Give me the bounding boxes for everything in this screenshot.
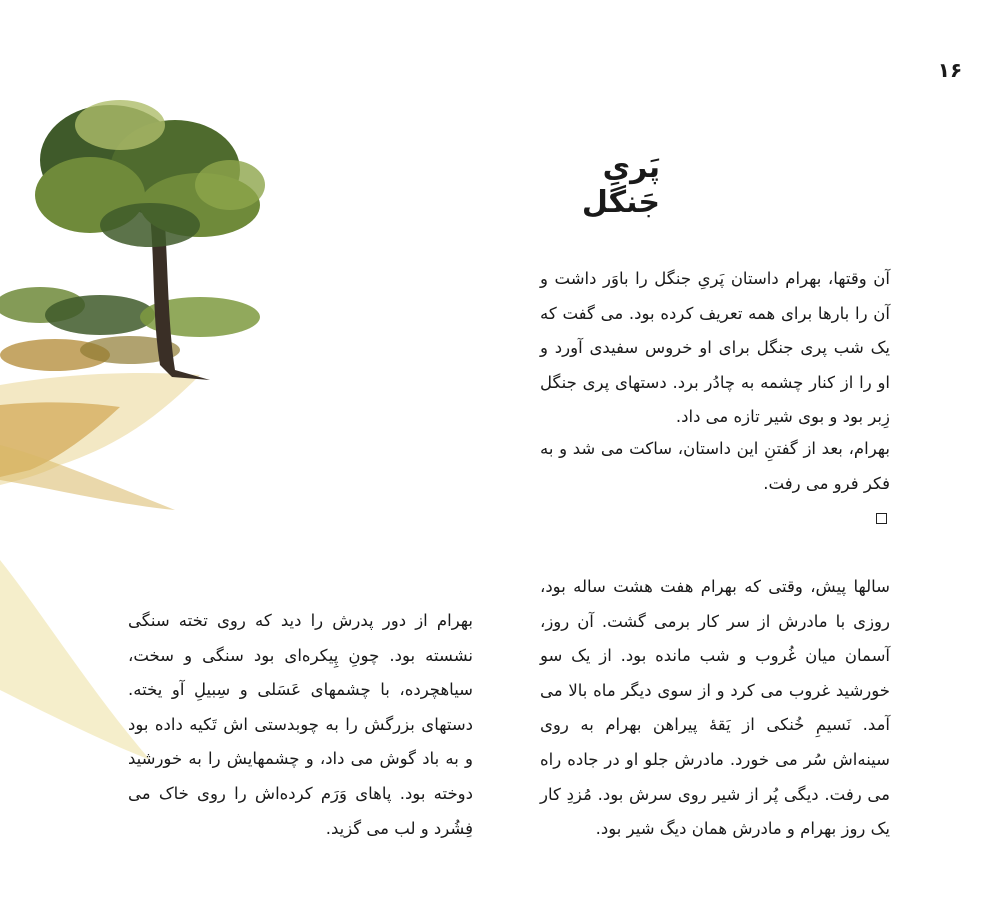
paragraph-1 <box>540 262 890 435</box>
page-number: ۱۶ <box>937 58 963 82</box>
tree-canopy <box>35 100 265 247</box>
paragraph-4-text: بهرام از دور پدرش را ديد كه روى تخته سنگى نشسته بود. چونِ پِيكره‌اى بود سنگى و سخت، سياهچرده، با چشمهاى عَسَلى و سِبيلِ آو يخته. دستهاى بزرگش را به چوبدستى اش تَكيه داده بود و به باد گوش مى داد، و چشمهايش را به خورشيد دوخته بود. پاهاى وَرَم كرده‌اش را روى خاک مى فِشُرد و لب مى گزيد. <box>128 611 473 838</box>
tree-illustration <box>0 85 290 525</box>
paragraph-4 <box>128 604 473 846</box>
paragraph-3 <box>540 570 890 847</box>
paragraph-2 <box>540 432 890 501</box>
ground-wash <box>0 373 200 510</box>
paragraph-2-text: بهرام، بعد از گفتنِ اين داستان، ساكت مى شد و به فكر فرو مى رفت. <box>540 439 890 493</box>
paragraph-3-text: سالها پيش، وقتى كه بهرام هفت هشت ساله بود، روزى با مادرش از سر كار برمى گشت. آن روز، آسمان ميان غُروب و شب مانده بود. از يک سو خورشيد غروب مى كرد و از سوى ديگر ماه بالا مى آمد. نَسيمِ خُنكى از يَقهٔ پيراهن بهرام به روى سينه‌اش سُر مى خورد. مادرش جلو او در جاده راه مى رفت. ديگى پُر از شير روى سرش بود. مُزدِ كار يک روز بهرام و مادرش همان ديگ شير بود. <box>540 577 890 839</box>
story-title: پَرىِ جَنگل <box>581 150 660 220</box>
paragraph-1-text: آن وقتها، بهرام داستان پَرىِ جنگل را باوَر داشت و آن را بارها براى همه تعريف كرده بود. مى گفت كه يک شب پرى جنگل براى او خروس سفيدى آورد و او را از كنار چشمه به چادُر برد. دستهاى پرى جنگل زِبر بود و بوى شير تازه مى داد. <box>540 269 890 427</box>
bushes <box>0 287 260 371</box>
section-end-square-icon <box>876 513 887 524</box>
